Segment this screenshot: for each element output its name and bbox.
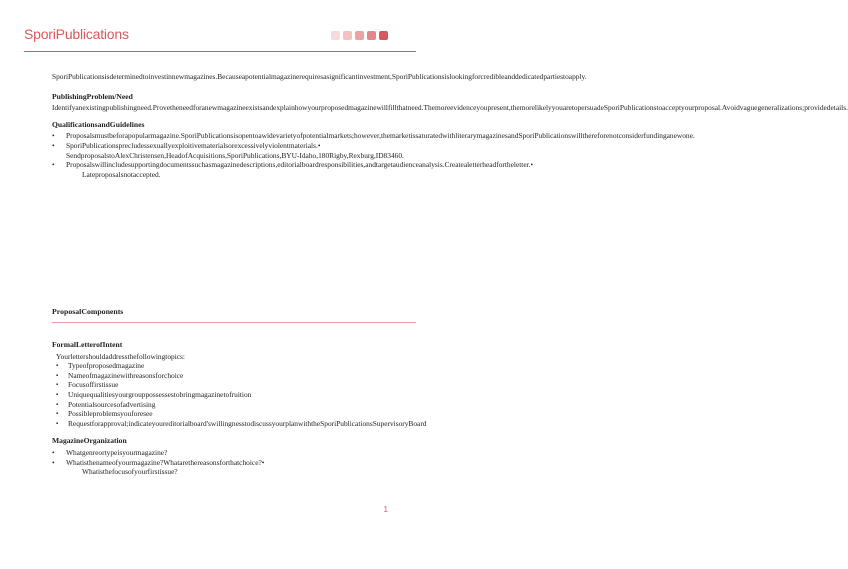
first-issue-question: Whatisthefocusofyourfirstissue? (82, 467, 178, 477)
problem-text: Identifyanexistingpublishingneed.Provetheneedforanewmagazineexistsandexplainhowyourproposedmagazinewillfillthatneed.Themoreevidenceyoupresent,themorelikelyyouaretopersuadeSporiPublicationstoacceptyourproposal.Avoidvaguegeneralizations;providedetails. (52, 103, 848, 113)
problem-heading: PublishingProblem/Need (52, 91, 133, 101)
organization-heading: MagazineOrganization (52, 436, 127, 446)
decorative-square (379, 31, 388, 40)
list-item: ▪ Nameofmagazinewithreasonsforchoice (56, 371, 412, 381)
list-item: ▪ Uniquequalitiesyourgrouppossessestobringmagazinetofruition (56, 390, 412, 400)
list-item: ▪ Possibleproblemsyouforesee (56, 409, 412, 419)
decorative-square (331, 31, 340, 40)
list-item: • Proposalswillincludesupportingdocumentssuchasmagazinedescriptions,editorialboardresponsibilities,andtargetaudienceanalysis.Createaletterheadfortheletter.• (52, 160, 412, 170)
list-item: • Whatgenreortypeisyourmagazine? (52, 448, 412, 458)
intro-paragraph: SporiPublicationsisdeterminedtoinvestinnewmagazines.Becauseapotentialmagazinerequiresasignificantinvestment,SporiPublicationsislookingforcredibleanddedicatedpartiestoapply. (52, 72, 587, 81)
components-heading: ProposalComponents (52, 307, 124, 316)
header-rule (24, 51, 416, 52)
section-rule (52, 322, 416, 323)
qualifications-heading: QualificationsandGuidelines (52, 119, 145, 129)
list-item: ▪ Requestforapproval;indicateyoureditorialboard'swillingnesstodiscussyourplanwiththeSporiPublicationsSupervisoryBoard (56, 419, 412, 429)
document-body-bottom (52, 340, 427, 477)
decorative-square (355, 31, 364, 40)
document-title: SporiPublications (24, 26, 129, 42)
list-item: ▪ Potentialsourcesofadvertising (56, 400, 412, 410)
list-item: ▪ Typeofproposedmagazine (56, 361, 412, 371)
page-number: 1 (383, 505, 388, 514)
list-item: ▪ Focusoffirstissue (56, 380, 412, 390)
late-proposals-note: Lateproposalsnotaccepted. (82, 169, 161, 179)
topics-list (56, 361, 427, 428)
decorative-square (343, 31, 352, 40)
organization-list (52, 448, 412, 467)
formal-letter-intro: Yourlettershouldaddressthefollowingtopics: (56, 351, 185, 361)
formal-letter-heading: FormalLetterofIntent (52, 340, 123, 349)
decorative-square (367, 31, 376, 40)
list-item: • Whatisthenameofyourmagazine?Whatarethereasonsforthatchoice?• (52, 458, 412, 468)
qualifications-list (52, 131, 695, 170)
list-item: • SporiPublicationsprecludessexuallyexploitivematerialsorexcessivelyviolentmaterials.• SendproposalstoAlexChristensen,HeadofAcquisitions,SporiPublications,BYU-Idaho,180Rigby,Rexburg,ID83460. (52, 141, 412, 160)
list-item: • Proposalsmustbeforapopularmagazine.SporiPublicationsisopentoawidevarietyofpotentialmarkets;however,themarketissaturatedwithliterarymagazinesandSporiPublicationswillthereforenotconsiderfundinganewone. (52, 131, 412, 141)
decorative-squares (331, 31, 388, 40)
document-body-top (52, 72, 848, 179)
